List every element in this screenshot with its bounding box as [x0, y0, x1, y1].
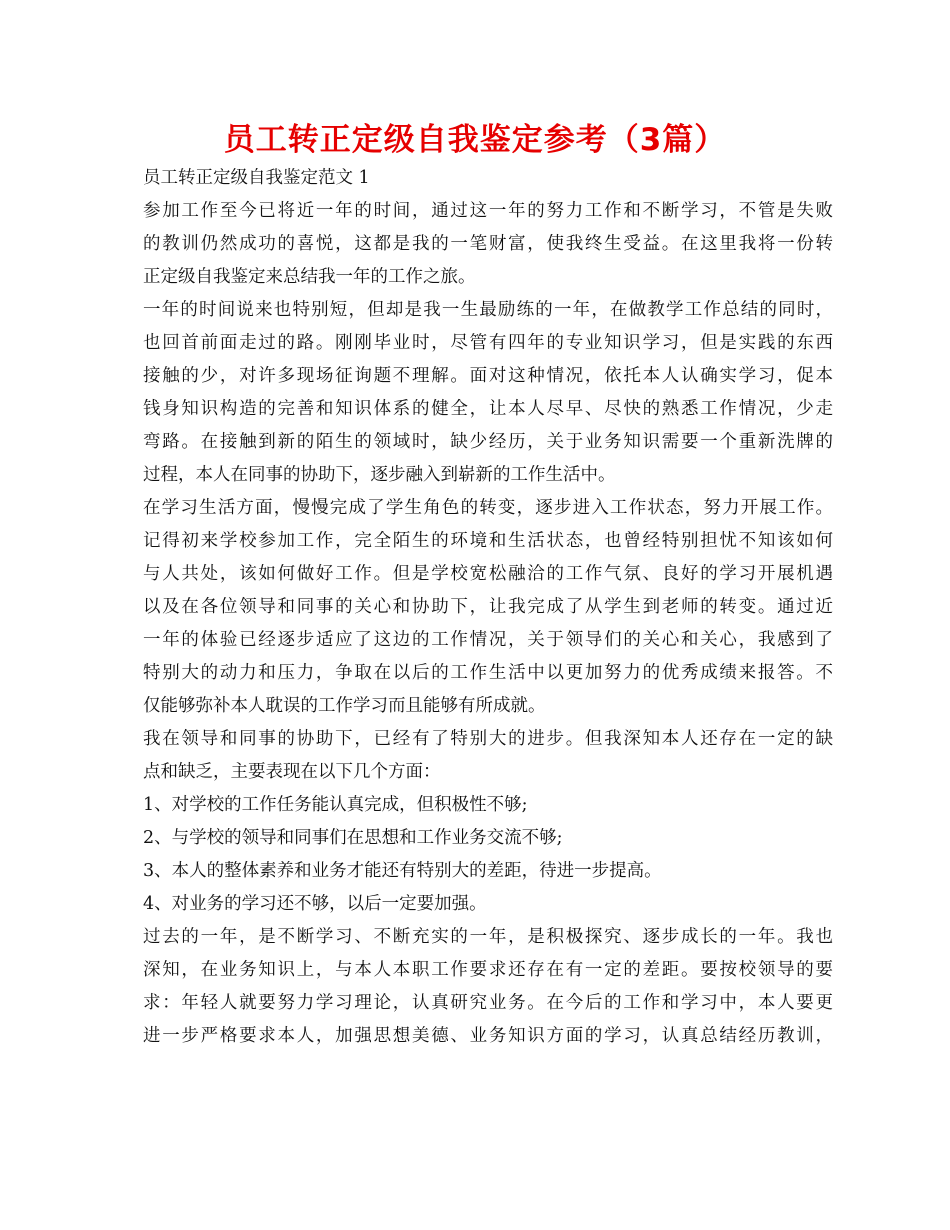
text-line: 我在领导和同事的协助下，已经有了特别大的进步。但我深知本人还存在一定的缺: [143, 729, 833, 749]
text-line: 仅能够弥补本人耽误的工作学习而且能够有所成就。: [143, 696, 546, 716]
text-line: 的教训仍然成功的喜悦，这都是我的一笔财富，使我终生受益。在这里我将一份转: [143, 234, 833, 254]
document-body: [143, 162, 833, 1053]
section-heading: 员工转正定级自我鉴定范文 1: [143, 168, 370, 188]
document-title: 员工转正定级自我鉴定参考（3篇）: [223, 122, 727, 158]
text-line: 求：年轻人就要努力学习理论，认真研究业务。在今后的工作和学习中，本人要更: [143, 993, 833, 1013]
text-line: 正定级自我鉴定来总结我一年的工作之旅。: [143, 267, 476, 287]
text-line: 与人共处，该如何做好工作。但是学校宽松融洽的工作气氛、良好的学习开展机遇: [143, 564, 833, 584]
text-line: 参加工作至今已将近一年的时间，通过这一年的努力工作和不断学习，不管是失败: [143, 201, 833, 221]
text-line: 过程，本人在同事的协助下，逐步融入到崭新的工作生活中。: [143, 465, 616, 485]
text-line: 3、本人的整体素养和业务才能还有特别大的差距，待进一步提高。: [143, 861, 662, 881]
text-line: 点和缺乏，主要表现在以下几个方面：: [143, 762, 441, 782]
text-line: 深知，在业务知识上，与本人本职工作要求还存在有一定的差距。要按校领导的要: [143, 960, 833, 980]
text-line: 过去的一年，是不断学习、不断充实的一年，是积极探究、逐步成长的一年。我也: [143, 927, 833, 947]
text-line: 钱身知识构造的完善和知识体系的健全，让本人尽早、尽快的熟悉工作情况，少走: [143, 399, 833, 419]
text-line: 一年的体验已经逐步适应了这边的工作情况，关于领导们的关心和关心，我感到了: [143, 630, 833, 650]
text-line: 1、对学校的工作任务能认真完成，但积极性不够;: [143, 795, 528, 815]
text-line: 进一步严格要求本人，加强思想美德、业务知识方面的学习，认真总结经历教训，: [143, 1026, 833, 1046]
text-line: 以及在各位领导和同事的关心和协助下，让我完成了从学生到老师的转变。通过近: [143, 597, 833, 617]
text-line: 2、与学校的领导和同事们在思想和工作业务交流不够;: [143, 828, 563, 848]
text-line: 记得初来学校参加工作，完全陌生的环境和生活状态，也曾经特别担忧不知该如何: [143, 531, 833, 551]
text-line: 一年的时间说来也特别短，但却是我一生最励练的一年，在做教学工作总结的同时，: [143, 300, 833, 320]
text-line: 特别大的动力和压力，争取在以后的工作生活中以更加努力的优秀成绩来报答。不: [143, 663, 833, 683]
text-line: 在学习生活方面，慢慢完成了学生角色的转变，逐步进入工作状态，努力开展工作。: [143, 498, 833, 518]
text-line: 接触的少，对许多现场征询题不理解。面对这种情况，依托本人认确实学习，促本: [143, 366, 833, 386]
text-line: 4、对业务的学习还不够，以后一定要加强。: [143, 894, 487, 914]
text-line: 也回首前面走过的路。刚刚毕业时，尽管有四年的专业知识学习，但是实践的东西: [143, 333, 833, 353]
text-line: 弯路。在接触到新的陌生的领域时，缺少经历，关于业务知识需要一个重新洗牌的: [143, 432, 833, 452]
